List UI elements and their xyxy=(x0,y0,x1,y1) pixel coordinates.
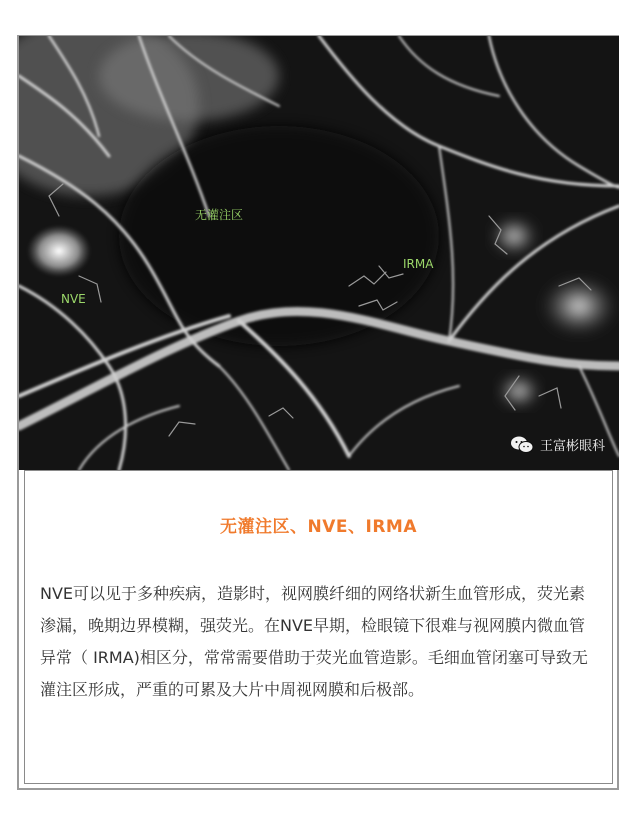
angiogram-drawing xyxy=(19,36,619,470)
watermark-text: 王富彬眼科 xyxy=(539,439,605,454)
label-irma: IRMA xyxy=(403,257,434,271)
label-nve: NVE xyxy=(61,292,86,306)
caption-title: 无灌注区、NVE、IRMA xyxy=(220,517,417,537)
wechat-icon xyxy=(510,436,534,454)
caption-body: NVE可以见于多种疾病，造影时，视网膜纤细的网络状新生血管形成，荧光素渗漏，晚期边界模糊，强荧光。在NVE早期，检眼镜下很难与视网膜内微血管异常（ IRMA)相区分，常常需要借助于荧光血管造影。毛细血管闭塞可导致无灌注区形成，严重的可累及大片中周视网膜和后极部。 xyxy=(40,584,588,699)
label-non-perfusion-area: 无灌注区 xyxy=(195,208,244,222)
fluorescein-angiography-image xyxy=(19,36,619,470)
watermark xyxy=(510,435,605,454)
